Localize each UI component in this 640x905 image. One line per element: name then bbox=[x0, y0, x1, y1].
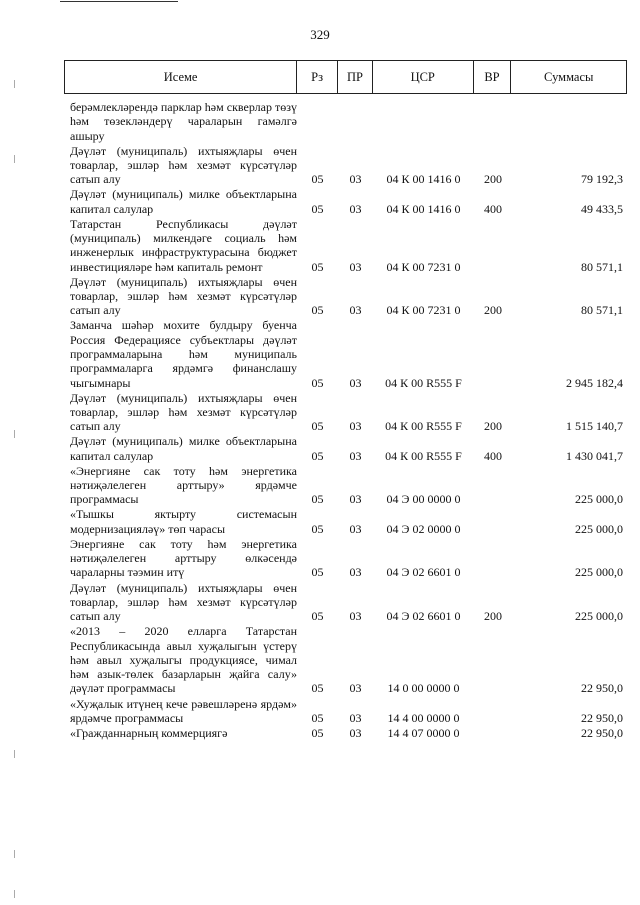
budget-table bbox=[64, 60, 627, 741]
table-row bbox=[64, 318, 627, 389]
cell-sum: 2 945 182,4 bbox=[566, 375, 623, 390]
cell-sum: 1 515 140,7 bbox=[566, 419, 623, 434]
cell-pr: 03 bbox=[349, 492, 362, 507]
cell-sum: 225 000,0 bbox=[575, 521, 623, 536]
cell-vr: 400 bbox=[484, 448, 502, 463]
cell-rz: 05 bbox=[311, 303, 324, 318]
cell-rz: 05 bbox=[311, 259, 324, 274]
table-row bbox=[64, 537, 627, 580]
cell-pr: 03 bbox=[349, 710, 362, 725]
table-row bbox=[64, 464, 627, 507]
cell-pr: 03 bbox=[349, 565, 362, 580]
cell-rz: 05 bbox=[311, 419, 324, 434]
table-row bbox=[64, 217, 627, 274]
header-vr: ВР bbox=[474, 61, 512, 93]
table-row bbox=[64, 697, 627, 726]
cell-pr: 03 bbox=[349, 609, 362, 624]
table-row bbox=[64, 434, 627, 463]
cell-vr: 200 bbox=[484, 303, 502, 318]
cell-name: Дәүләт (муниципаль) милке объектларына капитал салулар bbox=[70, 187, 297, 216]
cell-pr: 03 bbox=[349, 419, 362, 434]
cell-pr: 03 bbox=[349, 521, 362, 536]
cell-sum: 49 433,5 bbox=[581, 201, 623, 216]
header-pr: ПР bbox=[338, 61, 373, 93]
header-csr: ЦСР bbox=[373, 61, 474, 93]
table-row bbox=[64, 100, 627, 143]
cell-rz: 05 bbox=[311, 681, 324, 696]
table-row bbox=[64, 726, 627, 740]
header-name: Исеме bbox=[65, 61, 297, 93]
cell-vr: 400 bbox=[484, 201, 502, 216]
table-row bbox=[64, 581, 627, 624]
cell-pr: 03 bbox=[349, 201, 362, 216]
cell-csr: 04 К 00 1416 0 bbox=[386, 172, 461, 187]
table-row bbox=[64, 275, 627, 318]
cell-vr: 200 bbox=[484, 172, 502, 187]
cell-rz: 05 bbox=[311, 565, 324, 580]
cell-sum: 80 571,1 bbox=[581, 303, 623, 318]
cell-name: Энергияне сак тоту һәм энергетика нәтиҗәлелеген арттыру өлкәсендә чараларны тәэмин итү bbox=[70, 536, 297, 580]
page-number: 329 bbox=[310, 27, 330, 42]
cell-csr: 04 К 00 R555 F bbox=[385, 419, 462, 434]
cell-rz: 05 bbox=[311, 710, 324, 725]
cell-csr: 04 Э 02 0000 0 bbox=[386, 521, 461, 536]
cell-name: Татарстан Республикасы дәүләт (муниципаль) милкендәге социаль һәм инженерлык инфраструктурасына бюджет инвестицияләре һәм капиталь ремонт bbox=[70, 216, 297, 274]
cell-csr: 04 К 00 1416 0 bbox=[386, 201, 461, 216]
cell-rz: 05 bbox=[311, 172, 324, 187]
cell-name: «Энергияне сак тоту һәм энергетика нәтиҗәлелеген арттыру» ярдәмче программасы bbox=[70, 463, 297, 507]
cell-name: Дәүләт (муниципаль) ихтыяҗлары өчен товарлар, эшләр һәм хезмәт күрсәтүләр сатып алу bbox=[70, 580, 297, 624]
cell-name: берәмлекләрендә парклар һәм скверлар төзү һәм төзекләндерү чараларын гамәлгә ашыру bbox=[70, 100, 297, 143]
cell-name: Дәүләт (муниципаль) милке объектларына капитал салулар bbox=[70, 434, 297, 463]
cell-pr: 03 bbox=[349, 303, 362, 318]
cell-name: Дәүләт (муниципаль) ихтыяҗлары өчен товарлар, эшләр һәм хезмәт күрсәтүләр сатып алу bbox=[70, 274, 297, 318]
cell-rz: 05 bbox=[311, 725, 324, 740]
cell-sum: 225 000,0 bbox=[575, 565, 623, 580]
cell-csr: 04 К 00 7231 0 bbox=[386, 259, 461, 274]
cell-name: Дәүләт (муниципаль) ихтыяҗлары өчен товарлар, эшләр һәм хезмәт күрсәтүләр сатып алу bbox=[70, 390, 297, 434]
table-body bbox=[64, 100, 627, 740]
cell-rz: 05 bbox=[311, 609, 324, 624]
table-row bbox=[64, 624, 627, 695]
cell-csr: 14 4 07 0000 0 bbox=[387, 725, 460, 740]
cell-csr: 04 К 00 R555 F bbox=[385, 448, 462, 463]
cell-csr: 04 К 00 R555 F bbox=[385, 375, 462, 390]
cell-name: «Хуҗалык итүнең кече рәвешләренә ярдәм» ярдәмче программасы bbox=[70, 696, 297, 725]
cell-sum: 1 430 041,7 bbox=[566, 448, 623, 463]
cell-sum: 225 000,0 bbox=[575, 492, 623, 507]
margin-marks bbox=[14, 60, 20, 900]
cell-sum: 22 950,0 bbox=[581, 681, 623, 696]
header-rz: Рз bbox=[297, 61, 338, 93]
cell-pr: 03 bbox=[349, 172, 362, 187]
cell-vr: 200 bbox=[484, 419, 502, 434]
cell-name: «Гражданнарның коммерциягә bbox=[70, 725, 228, 740]
cell-csr: 04 Э 02 6601 0 bbox=[386, 565, 461, 580]
cell-pr: 03 bbox=[349, 725, 362, 740]
cell-sum: 22 950,0 bbox=[581, 725, 623, 740]
cell-csr: 14 4 00 0000 0 bbox=[387, 710, 460, 725]
cell-name: Дәүләт (муниципаль) ихтыяҗлары өчен товарлар, эшләр һәм хезмәт күрсәтүләр сатып алу bbox=[70, 143, 297, 187]
cell-csr: 04 К 00 7231 0 bbox=[386, 303, 461, 318]
table-row bbox=[64, 144, 627, 187]
table-row bbox=[64, 391, 627, 434]
cell-name: Заманча шәһәр мохите булдыру буенча Россия Федерациясе субъектлары дәүләт программаларына һәм муниципаль программаларга ярдәмгә финанслашу чыгымнары bbox=[70, 318, 297, 390]
table-row bbox=[64, 507, 627, 536]
table-row bbox=[64, 187, 627, 216]
cell-csr: 14 0 00 0000 0 bbox=[387, 681, 460, 696]
table-header bbox=[64, 60, 627, 94]
cell-rz: 05 bbox=[311, 492, 324, 507]
cell-vr: 200 bbox=[484, 609, 502, 624]
cell-pr: 03 bbox=[349, 375, 362, 390]
cell-sum: 79 192,3 bbox=[581, 172, 623, 187]
cell-rz: 05 bbox=[311, 521, 324, 536]
cell-rz: 05 bbox=[311, 448, 324, 463]
cell-csr: 04 Э 00 0000 0 bbox=[386, 492, 461, 507]
top-rule bbox=[60, 1, 178, 2]
cell-name: «2013 – 2020 елларга Татарстан Республикасында авыл хуҗалыгын үстерү һәм авыл хуҗалыгы продукциясе, чимал һәм азык-төлек базарларын җайга салу» дәүләт программасы bbox=[70, 624, 297, 696]
cell-pr: 03 bbox=[349, 259, 362, 274]
cell-rz: 05 bbox=[311, 201, 324, 216]
header-sum: Суммасы bbox=[544, 69, 594, 84]
cell-sum: 22 950,0 bbox=[581, 710, 623, 725]
cell-pr: 03 bbox=[349, 448, 362, 463]
cell-name: «Тышкы яктырту системасын модернизацияләү» төп чарасы bbox=[70, 507, 297, 536]
cell-rz: 05 bbox=[311, 375, 324, 390]
cell-csr: 04 Э 02 6601 0 bbox=[386, 609, 461, 624]
cell-pr: 03 bbox=[349, 681, 362, 696]
cell-sum: 225 000,0 bbox=[575, 609, 623, 624]
cell-sum: 80 571,1 bbox=[581, 259, 623, 274]
